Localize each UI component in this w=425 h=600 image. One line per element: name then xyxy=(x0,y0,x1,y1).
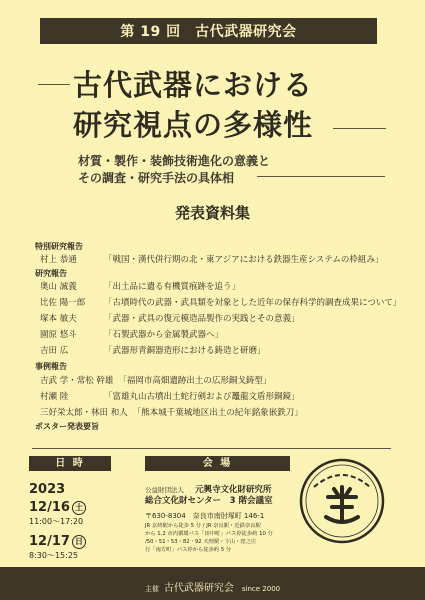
presentation-entry xyxy=(40,406,303,418)
presentation-entry xyxy=(40,312,300,324)
presentation-title: 「石製武器から金属製武器へ」 xyxy=(104,330,224,340)
event-date-1 xyxy=(29,500,86,515)
section-heading-poster: ポスター発表要旨 xyxy=(35,422,99,431)
organizer xyxy=(0,579,425,594)
presenter-name: 吉田 広 xyxy=(40,346,69,356)
presentation-title: 「戦国・漢代併行期の北・東アジアにおける鉄器生産システムの枠組み」 xyxy=(104,255,384,265)
presenter-name: 塚本 敏夫 xyxy=(40,314,77,324)
event-number: 第 19 回 古代武器研究会 xyxy=(120,24,297,40)
proceedings-title: 発表資料集 xyxy=(174,204,250,222)
presenter-name: 園原 悠斗 xyxy=(40,330,77,340)
access-line: JR 京終駅から徒歩 5 分 / JR 奈良駅・近鉄奈良駅 xyxy=(145,523,261,529)
presentation-entry xyxy=(40,328,223,340)
presentation-title: 「出土品に遺る有機質痕跡を追う」 xyxy=(104,282,241,292)
subtitle-line1: 材質・製作・装飾技術進化の意義と xyxy=(78,154,271,168)
presentation-entry xyxy=(40,390,300,402)
organizer-since: since 2000 xyxy=(241,585,281,593)
presentation-title: 「富雄丸山古墳出土蛇行剣および鼉龍文盾形銅鏡」 xyxy=(104,392,300,402)
venue-org-name: 元興寺文化財研究所 xyxy=(195,485,272,495)
presenter-name: 三好栄太郎・林田 和人 xyxy=(40,408,128,418)
presenter-name: 村上 恭通 xyxy=(40,255,77,265)
presentation-entry xyxy=(40,253,383,265)
section-divider xyxy=(32,448,391,449)
access-line: 行「南方町」バス停から徒歩約 5 分 xyxy=(145,547,232,553)
event-time-2: 8:30～15:25 xyxy=(29,551,79,560)
section-heading-research: 研究報告 xyxy=(35,269,67,278)
venue-label: 会 場 xyxy=(145,456,290,471)
access-line: /50・51・53・82・92 天理駅・下山・窪之庄 xyxy=(145,539,257,545)
organizer-name: 古代武器研究会 xyxy=(163,583,234,594)
presentation-title: 「武器・武具の復元模造品製作の実践とその意義」 xyxy=(104,314,300,324)
event-year: 2023 xyxy=(29,482,66,497)
event-date-2 xyxy=(29,534,86,549)
date-1-value: 12/16 xyxy=(29,500,70,515)
organizer-prefix: 主催 xyxy=(144,585,159,593)
access-line: から 1,2 市内循環バス「田中町」バス停徒歩約 10 分 xyxy=(145,531,273,537)
presentation-title: 「熊本城千葉城地区出土の紀年銘象嵌鉄刀」 xyxy=(132,408,303,418)
venue-address: 〒630-8304 奈良市南肘塚町 146-1 xyxy=(145,512,265,520)
title-rule-right xyxy=(333,128,386,129)
title-rule-left xyxy=(38,84,70,85)
venue-facility: 総合文化財センター 3 階会議室 xyxy=(145,496,273,506)
presentation-entry xyxy=(40,374,271,386)
subtitle-line2: その調査・研究手法の具体相 xyxy=(78,171,235,185)
date-1-weekday: 土 xyxy=(72,501,86,515)
presenter-name: 奥山 誠義 xyxy=(40,282,77,292)
presentation-entry xyxy=(40,280,240,292)
event-time-1: 11:00～17:20 xyxy=(29,517,84,526)
presentation-title: 「福岡市高畑遺跡出土の広形銅戈鋳型」 xyxy=(118,376,272,386)
date-2-weekday: 日 xyxy=(72,535,86,549)
main-title-line2: 研究視点の多様性 xyxy=(73,108,314,142)
presentation-title: 「武器形青銅器造形における鋳造と研磨」 xyxy=(104,346,266,356)
date-2-value: 12/17 xyxy=(29,534,70,549)
main-title-line1: 古代武器における xyxy=(73,68,314,102)
event-banner xyxy=(40,18,377,44)
presentation-entry xyxy=(40,344,266,356)
society-seal-logo xyxy=(298,457,386,545)
presenter-name: 村瀬 陸 xyxy=(40,392,69,402)
venue-org-prefix: 公益財団法人 xyxy=(145,486,184,494)
presenter-name: 吉武 学・常松 幹雄 xyxy=(40,376,114,386)
presentation-entry xyxy=(40,296,401,308)
section-heading-case: 事例報告 xyxy=(35,362,67,371)
presenter-name: 比佐 陽一郎 xyxy=(40,298,86,308)
section-heading-special: 特別研究報告 xyxy=(35,242,83,251)
subtitle-rule xyxy=(257,176,385,177)
date-label: 日 時 xyxy=(29,456,111,471)
presentation-title: 「古墳時代の武器・武具類を対象とした近年の保存科学的調査成果について」 xyxy=(104,298,402,308)
